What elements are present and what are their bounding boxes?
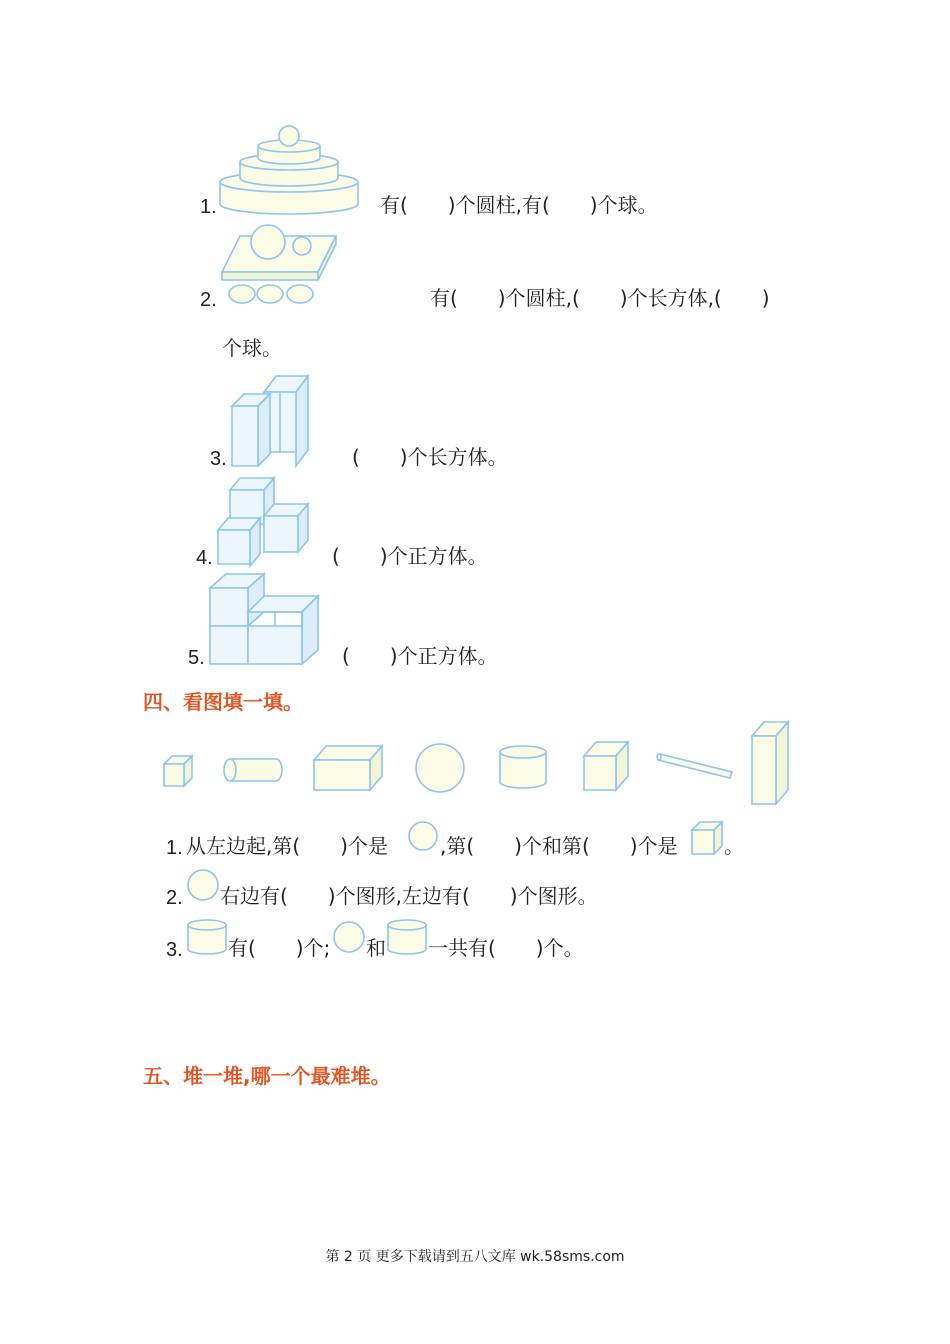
question-1-number: 1. (166, 837, 183, 859)
sphere-inline-icon (186, 868, 220, 902)
item-3-text: ( )个长方体。 (352, 445, 508, 469)
cylinder-icon (498, 744, 548, 790)
item-5-text: ( )个正方体。 (342, 644, 498, 668)
question-3-text-b: 和 (366, 936, 386, 960)
item-4-text: ( )个正方体。 (332, 544, 488, 568)
section-4-heading: 四、看图填一填。 (143, 690, 303, 714)
cube-cluster-small-figure (216, 474, 312, 566)
rod-icon (656, 750, 734, 780)
cart-figure (220, 222, 342, 306)
question-2-number: 2. (166, 887, 183, 909)
question-1-text-c: 。 (724, 834, 744, 858)
cube-icon (582, 740, 630, 792)
question-3-number: 3. (166, 939, 183, 961)
page-footer: 第 2 页 更多下载请到五八文库 wk.58sms.com (325, 1249, 625, 1265)
tall-cuboid-icon (750, 720, 790, 806)
question-1-text-b: ,第( )个和第( )个是 (440, 834, 678, 858)
sphere-inline-icon (332, 920, 366, 954)
cylinder-icon (222, 757, 284, 783)
item-2-text: 有( )个圆柱,( )个长方体,( ) (430, 286, 770, 310)
stacked-cake-figure (218, 122, 360, 214)
cylinder-inline-icon (386, 918, 428, 956)
sphere-inline-icon (407, 820, 439, 852)
sphere-icon (414, 742, 466, 794)
item-4-number: 4. (196, 547, 213, 569)
question-1-text-a: 从左边起,第( )个是 (186, 834, 388, 858)
cuboids-figure (230, 372, 312, 466)
item-2-text-continued: 个球。 (222, 336, 282, 360)
item-5-number: 5. (188, 647, 205, 669)
cylinder-inline-icon (186, 918, 228, 956)
question-3-text-c: 一共有( )个。 (428, 936, 584, 960)
cube-cluster-large-figure (208, 572, 322, 666)
section-5-heading: 五、堆一堆,哪一个最难堆。 (143, 1064, 391, 1088)
item-2-number: 2. (200, 289, 217, 311)
question-2-text: 右边有( )个图形,左边有( )个图形。 (220, 884, 598, 908)
cuboid-icon (312, 744, 384, 792)
item-3-number: 3. (210, 448, 227, 470)
cube-inline-icon (690, 820, 724, 856)
item-1-text: 有( )个圆柱,有( )个球。 (380, 193, 658, 217)
cube-icon (162, 754, 194, 788)
item-1-number: 1. (200, 196, 217, 218)
question-3-text-a: 有( )个; (228, 936, 331, 960)
